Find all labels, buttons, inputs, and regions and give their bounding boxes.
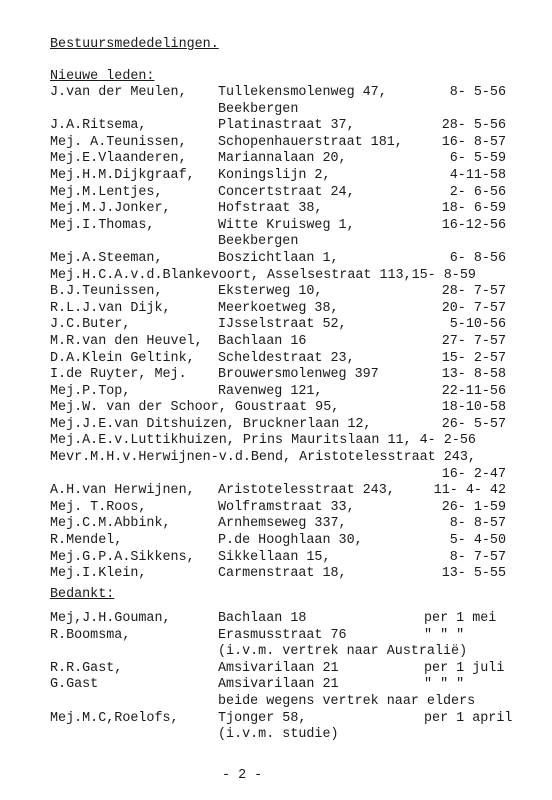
member-entry: Mej.A.E.v.Luttikhuizen, Prins Mauritslaan 11, 4- 2-56 [50,433,476,449]
member-date: 16- 2-47 [441,466,506,482]
resigned-row [50,727,540,744]
member-date: 2- 6-56 [449,184,506,200]
member-row [50,351,540,368]
resigned-row [50,677,540,694]
member-date: 22-11-56 [441,383,506,399]
member-name: Mej.M.Lentjes, [50,184,163,200]
resigned-date: " " " [424,677,465,693]
member-name: Mej.P.Top, [50,383,131,399]
member-date: 4-11-58 [449,167,506,183]
resigned-row [50,644,540,661]
member-name: A.H.van Herwijnen, [50,483,195,499]
member-address: Mariannalaan 20, [218,151,347,167]
resigned-address: Amsivarilaan 21 [218,677,339,693]
resigned-row [50,694,540,711]
member-row [50,251,540,268]
member-date: 8- 5-56 [449,85,506,100]
member-name: Mej.A.Steeman, [50,250,163,266]
member-row [50,417,540,434]
new-members-list [50,85,540,583]
member-address: Carmenstraat 18, [218,566,347,582]
member-name: Mej.I.Klein, [50,566,147,582]
member-address: Witte Kruisweg 1, [218,217,355,233]
member-row [50,500,540,517]
resigned-name: R.R.Gast, [50,660,123,676]
resigned-address: (i.v.m. vertrek naar Australië) [218,644,468,660]
member-row [50,185,540,202]
member-date: 8- 7-57 [449,549,506,565]
member-row [50,301,540,318]
member-row [50,85,540,102]
member-name: Mej.C.M.Abbink, [50,516,171,532]
member-address: Scheldestraat 23, [218,350,355,366]
member-date: 13- 8-58 [441,367,506,383]
resigned-row [50,711,540,728]
resigned-address: beide wegens vertrek naar elders [218,693,476,709]
member-row [50,268,540,285]
member-row [50,334,540,351]
member-address: Wolframstraat 33, [218,499,355,515]
member-address: Beekbergen [218,234,299,250]
member-address: Concertstraat 24, [218,184,355,200]
resigned-row [50,628,540,645]
member-date: 26- 1-59 [441,499,506,515]
member-row [50,467,540,484]
member-row [50,151,540,168]
member-date: 11- 4- 42 [433,483,506,499]
member-row [50,400,540,417]
member-date: 5- 4-50 [449,533,506,549]
member-row [50,516,540,533]
member-row [50,566,540,583]
member-row [50,234,540,251]
resigned-heading: Bedankt: [50,587,115,602]
member-name: Mej.M.J.Jonker, [50,201,171,217]
member-entry: Mej.J.E.van Ditshuizen, Brucknerlaan 12, [50,416,372,432]
member-address: Boszichtlaan 1, [218,250,339,266]
member-date: 16- 8-57 [441,134,506,150]
new-members-heading: Nieuwe leden: [50,69,155,84]
member-name: Mej. T.Roos, [50,499,147,515]
member-date: 20- 7-57 [441,300,506,316]
member-date: 28- 7-57 [441,284,506,300]
member-name: B.J.Teunissen, [50,284,163,300]
resigned-date: per 1 mei [424,611,497,626]
member-row [50,483,540,500]
member-date: 6- 8-56 [449,250,506,266]
member-address: Aristotelesstraat 243, [218,483,395,499]
member-date: 13- 5-55 [441,566,506,582]
member-name: I.de Ruyter, Mej. [50,367,187,383]
member-address: Koningslijn 2, [218,167,331,183]
resigned-name: G.Gast [50,677,99,693]
member-row [50,450,540,467]
member-row [50,550,540,567]
resigned-address: Bachlaan 18 [218,611,307,626]
member-row [50,367,540,384]
member-row [50,168,540,185]
member-name: J.A.Ritsema, [50,118,147,134]
member-name: J.van der Meulen, [50,85,187,100]
page-number: - 2 - [222,768,263,783]
member-name: Mej.G.P.A.Sikkens, [50,549,195,565]
resigned-address: (i.v.m. studie) [218,727,339,743]
member-row [50,118,540,135]
member-row [50,317,540,334]
resigned-name: R.Boomsma, [50,627,131,643]
member-row [50,284,540,301]
resigned-date: per 1 juli [424,660,505,676]
member-name: Mej.E.Vlaanderen, [50,151,187,167]
member-address: Ravenweg 121, [218,383,323,399]
member-date: 18-10-58 [441,400,506,416]
member-address: Schopenhauerstraat 181, [218,134,403,150]
member-date: 15- 2-57 [441,350,506,366]
member-row [50,218,540,235]
resigned-list [50,611,540,744]
resigned-name: Mej,J.H.Gouman, [50,611,171,626]
member-name: D.A.Klein Geltink, [50,350,195,366]
member-date: 8- 8-57 [449,516,506,532]
member-address: P.de Hooghlaan 30, [218,533,363,549]
member-name: M.R.van den Heuvel, [50,333,203,349]
member-date: 18- 6-59 [441,201,506,217]
resigned-row [50,611,540,628]
member-entry: Mevr.M.H.v.Herwijnen-v.d.Bend, Aristotelesstraat 243, [50,450,476,466]
member-date: 28- 5-56 [441,118,506,134]
member-row [50,433,540,450]
member-date: 27- 7-57 [441,333,506,349]
member-row [50,135,540,152]
member-address: IJsselstraat 52, [218,317,347,333]
member-row [50,533,540,550]
member-address: Brouwersmolenweg 397 [218,367,379,383]
member-name: R.Mendel, [50,533,123,549]
member-row [50,384,540,401]
member-address: Tullekensmolenweg 47, [218,85,387,100]
resigned-address: Tjonger 58, [218,710,307,726]
resigned-date: per 1 april [424,710,513,726]
resigned-address: Erasmusstraat 76 [218,627,347,643]
member-name: Mej.H.M.Dijkgraaf, [50,167,195,183]
member-address: Arnhemseweg 337, [218,516,347,532]
member-address: Hofstraat 38, [218,201,323,217]
member-address: Bachlaan 16 [218,333,307,349]
resigned-address: Amsivarilaan 21 [218,660,339,676]
member-address: Meerkoetweg 38, [218,300,339,316]
page-title: Bestuursmededelingen. [50,37,219,52]
member-date: 16-12-56 [441,217,506,233]
member-address: Beekbergen [218,101,299,117]
member-entry: Mej.H.C.A.v.d.Blankevoort, Asselsestraat 113,15- 8-59 [50,267,476,283]
member-name: Mej. A.Teunissen, [50,134,187,150]
resigned-date: " " " [424,627,465,643]
member-address: Platinastraat 37, [218,118,355,134]
member-row [50,201,540,218]
member-date: 26- 5-57 [441,416,506,432]
member-date: 6- 5-59 [449,151,506,167]
member-date: 5-10-56 [449,317,506,333]
member-name: J.C.Buter, [50,317,131,333]
member-address: Sikkellaan 15, [218,549,331,565]
member-row [50,102,540,119]
member-entry: Mej.W. van der Schoor, Goustraat 95, [50,400,340,416]
member-name: Mej.I.Thomas, [50,217,155,233]
member-name: R.L.J.van Dijk, [50,300,171,316]
resigned-name: Mej.M.C,Roelofs, [50,710,179,726]
member-address: Eksterweg 10, [218,284,323,300]
resigned-row [50,661,540,678]
